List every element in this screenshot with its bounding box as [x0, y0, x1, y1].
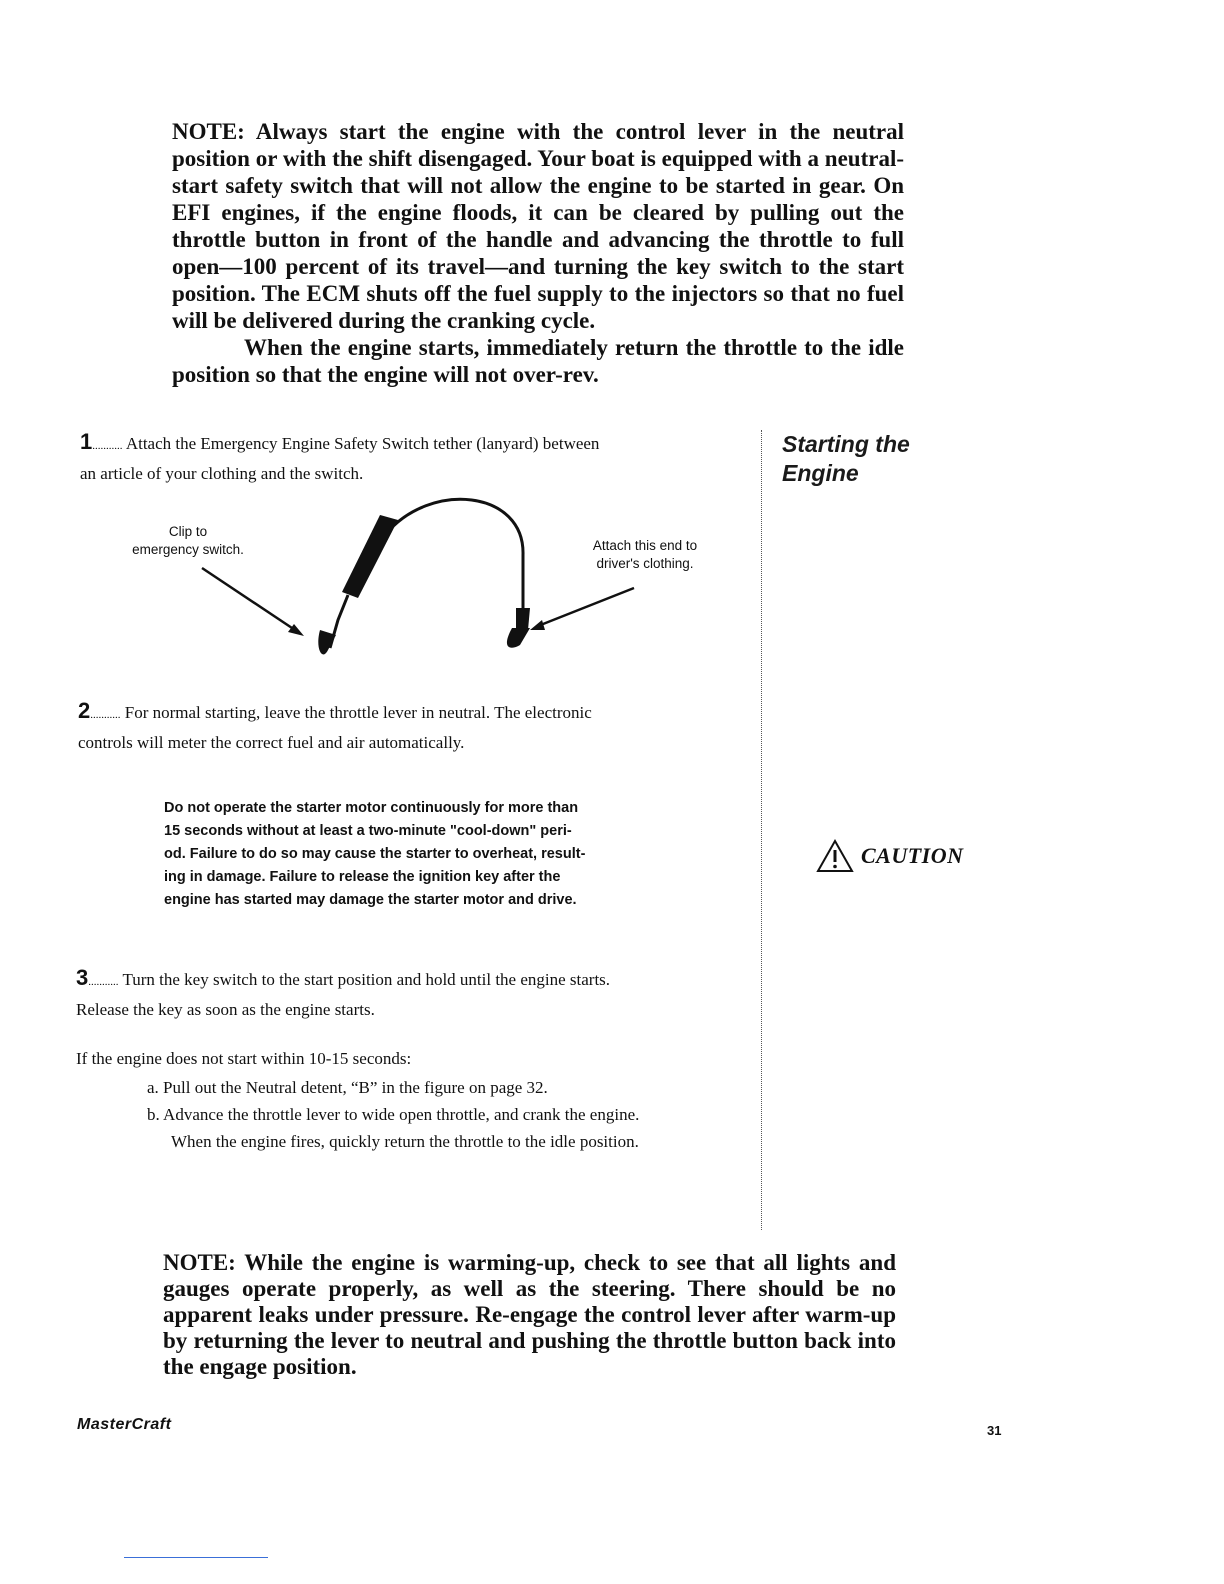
figure-label-left-line-2: emergency switch.: [132, 542, 244, 557]
step-3-leader-dots: ...........: [88, 976, 119, 988]
warning-triangle-icon: [815, 838, 855, 874]
lanyard-illustration: [190, 480, 670, 680]
bottom-note: [163, 1250, 896, 1380]
section-title-line-2: Engine: [782, 460, 859, 486]
sidebar-divider: [761, 430, 762, 1230]
troubleshoot-item-b-line-1: b. Advance the throttle lever to wide open throttle, and crank the engine.: [147, 1105, 640, 1124]
section-title-line-1: Starting the: [782, 431, 910, 457]
arrow-right: [538, 588, 634, 626]
section-title: [782, 430, 1002, 488]
warning-line-2: 15 seconds without at least a two-minute "cool-down" peri-: [164, 823, 572, 839]
page-number: 31: [987, 1423, 1002, 1438]
step-2-leader-dots: ...........: [90, 709, 121, 721]
step-1-text-line-1: Attach the Emergency Engine Safety Switch tether (lanyard) between: [125, 434, 600, 453]
warning-line-1: Do not operate the starter motor continuously for more than: [164, 800, 579, 816]
figure-label-left-line-1: Clip to: [168, 524, 208, 539]
step-1-text-line-2: an article of your clothing and the switch.: [80, 464, 364, 483]
figure-label-right-line-2: driver's clothing.: [596, 556, 694, 571]
caution-text: CAUTION: [861, 843, 964, 868]
step-3-text-line-2: Release the key as soon as the engine starts.: [76, 1000, 375, 1019]
brand-logo-text: MasterCraft: [77, 1416, 172, 1433]
arrow-left: [202, 568, 298, 632]
step-1-number: 1: [80, 429, 93, 454]
lanyard-clip-body: [342, 515, 398, 598]
warning-line-5: engine has started may damage the starter motor and drive.: [164, 892, 577, 908]
step-3-text-line-1: Turn the key switch to the start position and hold until the engine starts.: [122, 970, 611, 989]
caution-label: [815, 838, 964, 874]
warning-line-3: od. Failure to do so may cause the starter to overheat, result-: [164, 846, 586, 862]
bottom-note-text: NOTE: While the engine is warming-up, check to see that all lights and gauges operate properly, as well as the steering. There should be no apparent leaks under pressure. Re-engage the control lever after warm-up by returning the lever to neutral and pushing the throttle button back into the engage position.: [163, 1250, 896, 1379]
step-1-leader-dots: ...........: [92, 440, 123, 452]
warning-line-4: ing in damage. Failure to release the ignition key after the: [164, 869, 561, 885]
starter-warning: [164, 797, 642, 912]
step-2-text-line-1: For normal starting, leave the throttle lever in neutral. The electronic: [124, 703, 592, 722]
step-2: [78, 697, 738, 756]
step-2-text-line-2: controls will meter the correct fuel and air automatically.: [78, 733, 465, 752]
troubleshoot-intro: If the engine does not start within 10-15 seconds:: [76, 1049, 412, 1068]
step-3-number: 3: [76, 965, 89, 990]
top-note-paragraph-1: NOTE: Always start the engine with the control lever in the neutral position or with the shift disengaged. Your boat is equipped with a neutral-start safety switch that will not allow the engine to be started in gear. On EFI engines, if the engine floods, it can be cleared by pulling out the throttle button in front of the handle and advancing the throttle to full open—100 percent of its travel—and turning the key switch to the start position. The ECM shuts off the fuel supply to the injectors so that no fuel will be delivered during the cranking cycle.: [172, 119, 904, 333]
step-1: [80, 428, 740, 487]
troubleshoot-item-a: a. Pull out the Neutral detent, “B” in the figure on page 32.: [147, 1078, 548, 1097]
clothing-clip-icon: [507, 628, 530, 648]
footer-rule: [124, 1557, 268, 1558]
step-3: [76, 964, 756, 1023]
top-note: [172, 118, 904, 388]
top-note-paragraph-2: When the engine starts, immediately return the throttle to the idle position so that the engine will not over-rev.: [172, 335, 904, 387]
step-2-number: 2: [78, 698, 91, 723]
troubleshoot-item-b-line-2: When the engine fires, quickly return the throttle to the idle position.: [171, 1132, 639, 1151]
figure-label-right-line-1: Attach this end to: [592, 538, 698, 553]
